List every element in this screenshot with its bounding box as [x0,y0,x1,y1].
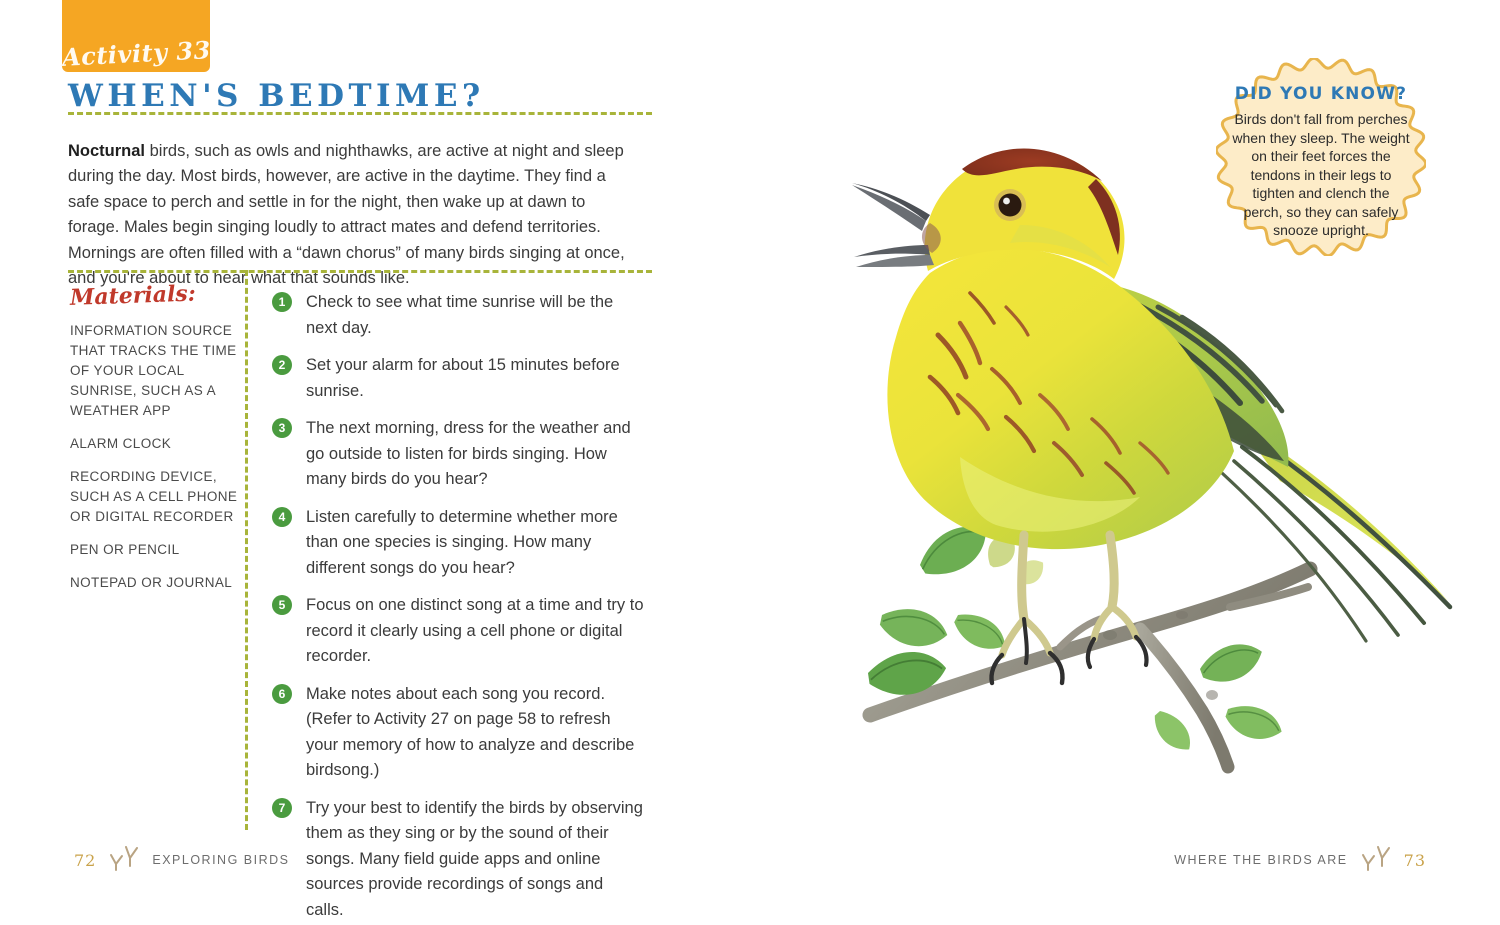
material-item: RECORDING DEVICE, SUCH AS A CELL PHONE OR DIGITAL RECORDER [70,469,238,524]
bird-tracks-icon [1359,845,1393,876]
page-number-left: 72 [74,850,97,870]
step-item [272,505,644,582]
step-item [272,593,644,670]
step-item [272,353,644,404]
materials-heading: Materials: [69,280,197,311]
materials-section [70,282,238,606]
footer-right-label: WHERE THE BIRDS ARE [1174,853,1348,867]
step-item [272,796,644,924]
intro-paragraph [68,139,628,292]
step-number-badge: 3 [272,418,292,438]
step-item [272,290,644,341]
material-item: PEN OR PENCIL [70,542,180,557]
footer-right [1174,845,1426,875]
step-text: Try your best to identify the birds by observing them as they sing or by the sound of their songs. Many field guide apps and online sources provide recordings of songs and calls. [306,798,643,919]
step-text: Focus on one distinct song at a time and try to record it clearly using a cell phone or digital recorder. [306,596,644,665]
step-text: Listen carefully to determine whether more than one species is singing. How many different songs do you hear? [306,507,618,577]
step-text: The next morning, dress for the weather and go outside to listen for birds singing. How many birds do you hear? [306,419,631,488]
warbler-illustration [810,95,1500,785]
step-number-badge: 7 [272,798,292,818]
step-item [272,682,644,784]
footer-left-label: EXPLORING BIRDS [152,853,290,867]
divider-top [68,112,652,115]
step-number-badge: 2 [272,355,292,375]
body [887,248,1234,549]
step-text: Set your alarm for about 15 minutes before sunrise. [306,356,620,400]
step-number-badge: 1 [272,292,292,312]
material-item: INFORMATION SOURCE THAT TRACKS THE TIME OF YOUR LOCAL SUNRISE, SUCH AS A WEATHER APP [70,323,237,418]
tail [1222,425,1450,641]
step-item [272,416,644,493]
activity-tab [62,0,210,72]
warbler-illustration-svg [810,95,1500,785]
footer-left [74,845,289,875]
callout-title: DID YOU KNOW? [1234,84,1408,104]
material-item: NOTEPAD OR JOURNAL [70,575,233,590]
step-number-badge: 6 [272,684,292,704]
intro-lead-word: Nocturnal [68,141,146,160]
page-title: WHEN'S BEDTIME? [68,78,485,114]
intro-body: birds, such as owls and nighthawks, are active at night and sleep during the day. Most birds, however, are active in the daytime. They find a safe space to perch and settle in for the night, then wake up at dawn to forage. Males begin singing loudly to attract mates and defend territories. Mornings are often filled with a “dawn chorus” of many birds singing at once, and you're about to hear what that sounds like. [68,141,625,287]
divider-middle [68,270,652,273]
activity-tab-label: Activity 33 [60,35,212,72]
step-text: Check to see what time sunrise will be the next day. [306,293,614,337]
step-number-badge: 5 [272,595,292,615]
divider-vertical [245,270,248,830]
bird-tracks-icon [107,845,141,876]
step-text: Make notes about each song you record. (Refer to Activity 27 on page 58 to refresh your memory of how to analyze and describe birdsong.) [306,684,635,779]
step-number-badge: 4 [272,507,292,527]
steps-list [272,290,644,925]
callout-body: Birds don't fall from perches when they sleep. The weight on their feet forces the tendons in their legs to tighten and clench the perch, so they can safely snooze upright. [1232,111,1410,238]
page-number-right: 73 [1403,850,1426,870]
material-item: ALARM CLOCK [70,436,172,451]
materials-list [70,321,238,593]
